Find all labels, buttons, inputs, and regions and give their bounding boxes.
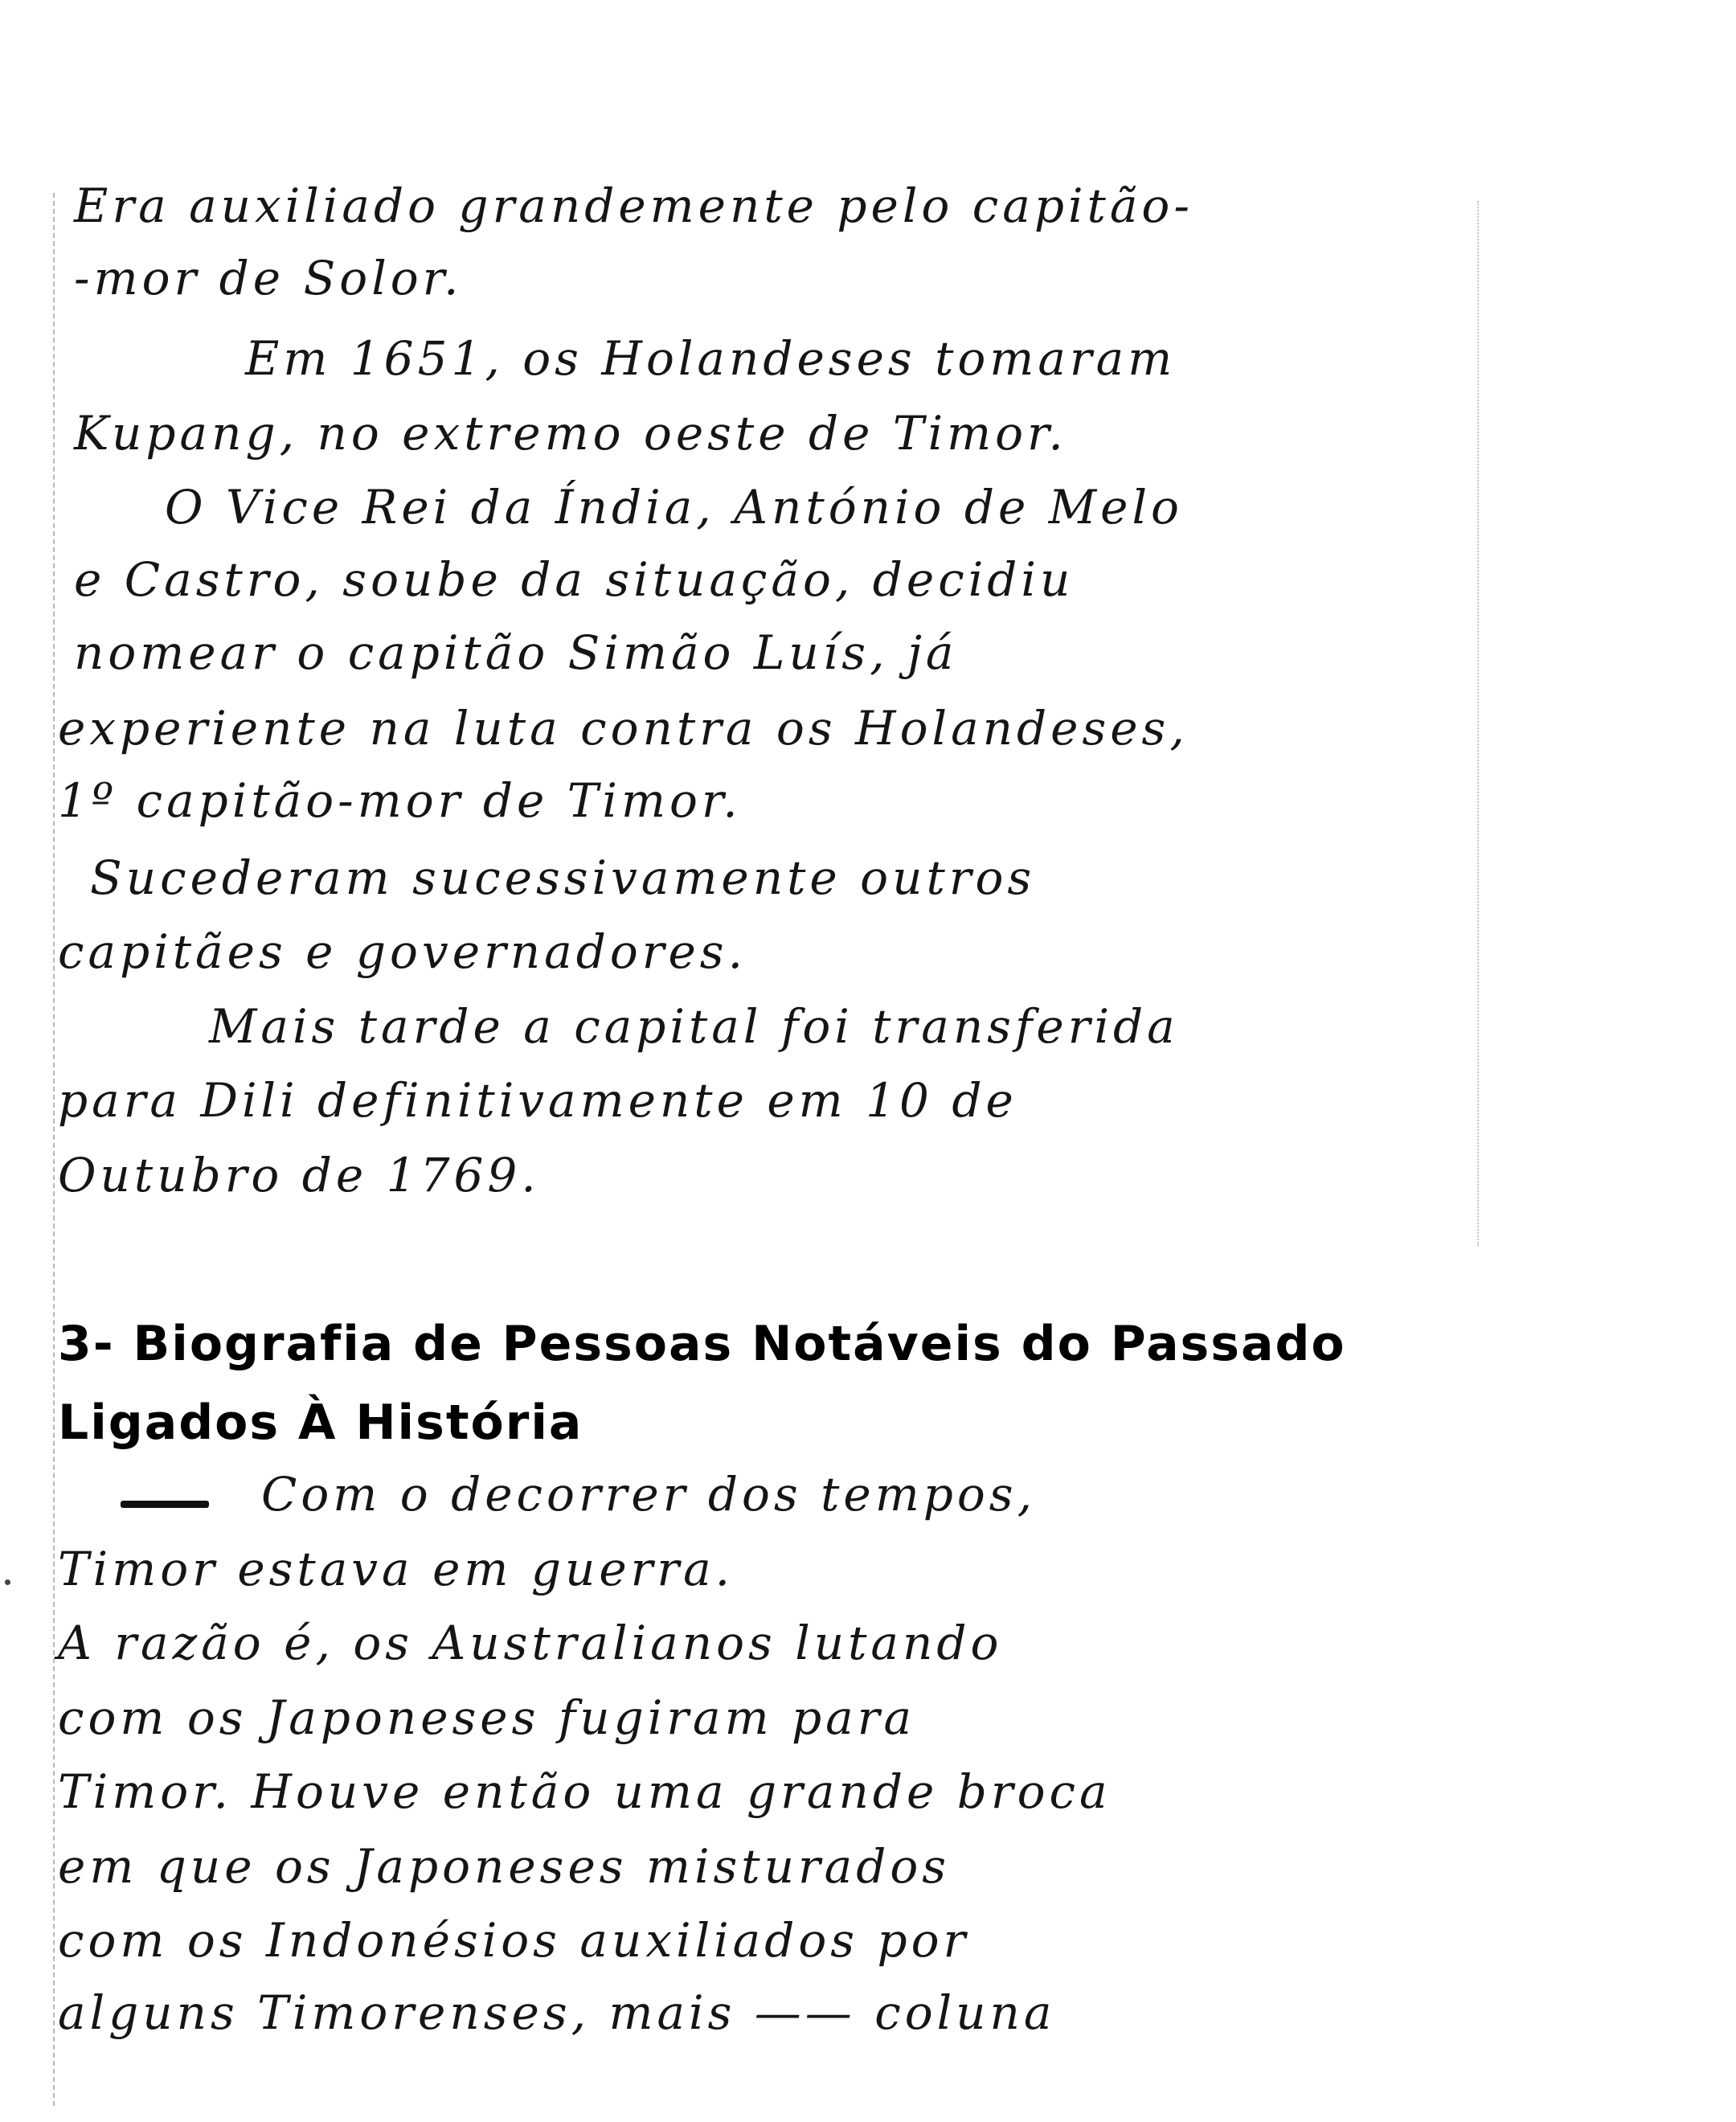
section-heading: Ligados À História <box>58 1395 583 1451</box>
scan-margin-line <box>53 193 55 2106</box>
text-line: Com o decorrer dos tempos, <box>261 1467 1037 1522</box>
text-line: Sucederam sucessivamente outros <box>90 850 1036 905</box>
text-line: Era auxiliado grandemente pelo capitão- <box>74 178 1194 233</box>
text-line: Timor. Houve então uma grande broca <box>58 1764 1112 1819</box>
text-line: Timor estava em guerra. <box>58 1542 735 1596</box>
text-line: com os Japoneses fugiram para <box>58 1690 916 1745</box>
text-line: em que os Japoneses misturados <box>58 1839 951 1894</box>
scan-right-line <box>1477 201 1479 1246</box>
text-line: -mor de Solor. <box>74 251 463 305</box>
text-line: 1º capitão-mor de Timor. <box>58 773 742 828</box>
text-line: A razão é, os Australianos lutando <box>58 1616 1003 1670</box>
text-line: para Dili definitivamente em 10 de <box>58 1073 1017 1128</box>
text-line: Mais tarde a capital foi transferida <box>209 999 1179 1054</box>
handwritten-dash <box>121 1501 209 1508</box>
text-line: experiente na luta contra os Holandeses, <box>58 701 1189 756</box>
text-line: Em 1651, os Holandeses tomaram <box>245 331 1177 386</box>
text-line: O Vice Rei da Índia, António de Melo <box>165 480 1183 535</box>
ink-speck <box>5 1579 10 1585</box>
text-line: e Castro, soube da situação, decidiu <box>74 552 1075 607</box>
section-heading: 3- Biografia de Pessoas Notáveis do Passado <box>58 1316 1346 1372</box>
text-line: nomear o capitão Simão Luís, já <box>74 625 958 680</box>
text-line: Kupang, no extremo oeste de Timor. <box>74 406 1067 461</box>
text-line: capitães e governadores. <box>58 924 747 979</box>
text-line: com os Indonésios auxiliados por <box>58 1913 970 1968</box>
text-line: Outubro de 1769. <box>58 1148 540 1202</box>
text-line: alguns Timorenses, mais —— coluna <box>58 1985 1056 2040</box>
